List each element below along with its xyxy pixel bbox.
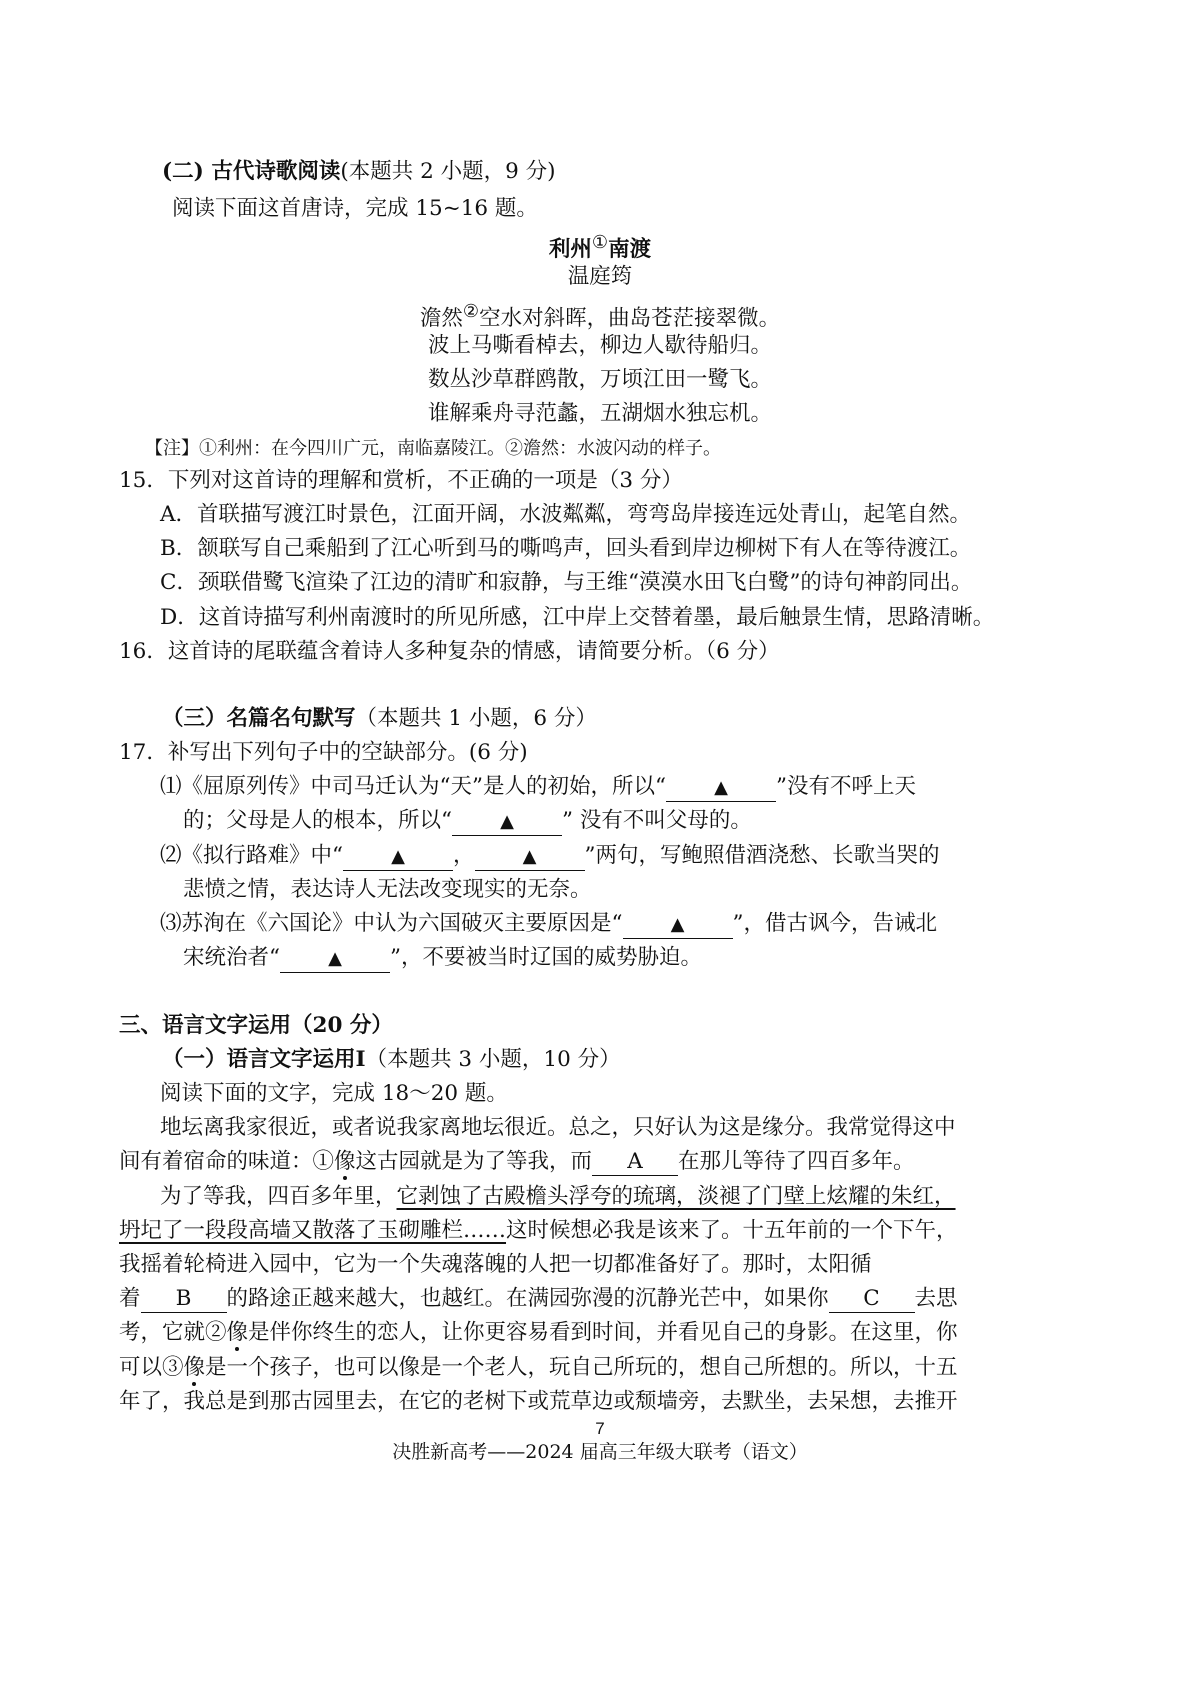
- question-17: 17．补写出下列句子中的空缺部分。(6 分): [119, 740, 528, 765]
- poem-line: 波上马嘶看棹去，柳边人歇待船归。: [427, 333, 772, 358]
- passage-line: 地坛离我家很近，或者说我家离地坛很近。总之，只好认为这是缘分。我常觉得这中: [160, 1115, 956, 1140]
- emphasized-char: 像: [226, 1320, 249, 1345]
- footnote-mark: ②: [462, 301, 480, 322]
- question-16: 16．这首诗的尾联蕴含着诗人多种复杂的情感，请简要分析。（6 分）: [119, 639, 780, 664]
- section-heading: [162, 157, 555, 187]
- passage-line: 坍圮了一段段高墙又散落了玉砌雕栏……这时候想必我是该来了。十五年前的一个下午，: [119, 1218, 958, 1243]
- instruction-text: 阅读下面这首唐诗，完成 15~16 题。: [172, 196, 538, 221]
- passage-line: 我摇着轮椅进入园中，它为一个失魂落魄的人把一切都准备好了。那时，太阳循: [119, 1252, 872, 1277]
- option-c: C．颈联借鹭飞渲染了江边的清旷和寂静，与王维“漠漠水田飞白鹭”的诗句神韵同出。: [160, 570, 973, 595]
- answer-blank[interactable]: ▲: [280, 945, 390, 973]
- section-title: （三）名篇名句默写: [162, 706, 356, 731]
- question-15-stem: 15．下列对这首诗的理解和赏析，不正确的一项是（3 分）: [119, 468, 683, 493]
- passage-line: 考，它就②像是伴你终生的恋人，让你更容易看到时间，并看见自己的身影。在这里，你: [119, 1320, 958, 1345]
- subsection-title: （一）语言文字运用Ⅰ: [162, 1047, 366, 1072]
- answer-blank[interactable]: ▲: [343, 843, 453, 871]
- option-d: D．这首诗描写利州南渡时的所见所感，江中岸上交替着墨，最后触景生情，思路清晰。: [160, 605, 995, 630]
- passage-line: 着 B 的路途正越来越大，也越红。在满园弥漫的沉静光芒中，如果你 C 去思: [119, 1286, 958, 1311]
- section-score-note: （本题共 1 小题，6 分）: [355, 706, 597, 731]
- option-b: B．颔联写自己乘船到了江心听到马的嘶鸣声，回头看到岸边柳树下有人在等待渡江。: [160, 536, 972, 561]
- underlined-sentence: 坍圮了一段段高墙又散落了玉砌雕栏……: [119, 1218, 507, 1243]
- poem-line: 数丛沙草群鸥散，万顷江田一鹭飞。: [427, 367, 772, 392]
- section-score-note: (本题共 2 小题，9 分): [340, 159, 556, 184]
- subsection-score-note: （本题共 3 小题，10 分）: [365, 1047, 621, 1072]
- fill-item-3-cont: 宋统治者“ ▲ ”，不要被当时辽国的威势胁迫。: [183, 943, 702, 973]
- passage-line: 年了，我总是到那古园里去，在它的老树下或荒草边或颓墙旁，去默坐，去呆想，去推开: [119, 1389, 958, 1414]
- fill-item-1: ⑴《屈原列传》中司马迁认为“天”是人的初始，所以“ ▲ ”没有不呼上天: [160, 772, 916, 802]
- emphasized-char: 像: [334, 1149, 356, 1174]
- subsection-heading: [162, 1045, 621, 1075]
- fill-item-2: ⑵《拟行路难》中“ ▲ ， ▲ ”两句，写鲍照借酒浇愁、长歌当哭的: [160, 841, 940, 871]
- option-a: A．首联描写渡江时景色，江面开阔，水波粼粼，弯弯岛岸接连远处青山，起笔自然。: [160, 502, 972, 527]
- footer-title: 决胜新高考——2024 届高三年级大联考（语文）: [392, 1441, 808, 1463]
- passage-line: 可以③像是一个孩子，也可以像是一个老人，玩自己所玩的，想自己所想的。所以，十五: [119, 1355, 958, 1380]
- fill-item-3: ⑶苏洵在《六国论》中认为六国破灭主要原因是“ ▲ ”，借古讽今，告诫北: [160, 909, 937, 939]
- blank-a[interactable]: A: [592, 1149, 678, 1176]
- section-title: (二) 古代诗歌阅读: [162, 159, 341, 184]
- part-heading: 三、语言文字运用（20 分）: [119, 1013, 393, 1038]
- blank-c[interactable]: C: [829, 1286, 915, 1313]
- poem-line: 澹然②空水对斜晖，曲岛苍茫接翠微。: [419, 301, 781, 332]
- answer-blank[interactable]: ▲: [452, 808, 562, 836]
- passage-line: 间有着宿命的味道：①像这古园就是为了等我，而 A 在那儿等待了四百多年。: [119, 1149, 915, 1174]
- poem-title: 利州①南渡: [548, 232, 652, 263]
- answer-blank[interactable]: ▲: [475, 843, 585, 871]
- poem-author: 温庭筠: [567, 264, 633, 289]
- footnote-mark: ①: [591, 232, 609, 253]
- passage-line: 为了等我，四百多年里，它剥蚀了古殿檐头浮夸的琉璃，淡褪了门壁上炫耀的朱红，: [160, 1184, 956, 1209]
- poem-line: 谁解乘舟寻范蠡，五湖烟水独忘机。: [427, 401, 772, 426]
- blank-b[interactable]: B: [141, 1286, 227, 1313]
- section-heading: [162, 704, 597, 734]
- instruction-text: 阅读下面的文字，完成 18～20 题。: [160, 1081, 508, 1106]
- fill-item-1-cont: 的；父母是人的根本，所以“ ▲ ” 没有不叫父母的。: [183, 806, 752, 836]
- underlined-sentence: 它剥蚀了古殿檐头浮夸的琉璃，淡褪了门壁上炫耀的朱红，: [396, 1184, 956, 1209]
- answer-blank[interactable]: ▲: [623, 911, 733, 939]
- page-number: 7: [595, 1419, 605, 1438]
- poem-note: 【注】①利州：在今四川广元，南临嘉陵江。②澹然：水波闪动的样子。: [145, 438, 721, 459]
- fill-item-2-cont: 悲愤之情，表达诗人无法改变现实的无奈。: [183, 877, 592, 902]
- answer-blank[interactable]: ▲: [666, 774, 776, 802]
- emphasized-char: 像: [183, 1355, 206, 1380]
